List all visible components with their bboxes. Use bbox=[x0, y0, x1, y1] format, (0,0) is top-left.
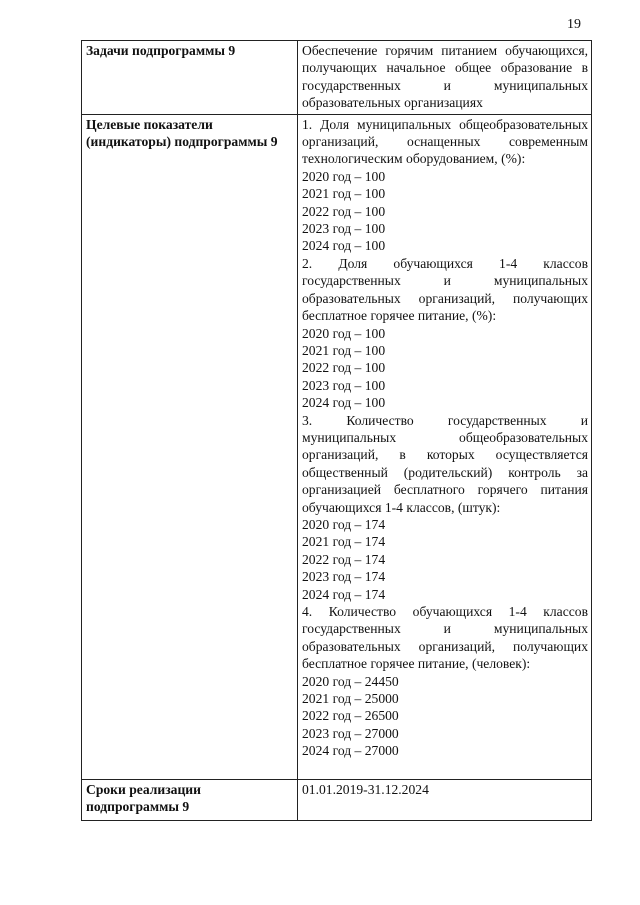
indicator-year-value: 2024 год – 100 bbox=[302, 238, 386, 254]
indicator-year-value: 2020 год – 174 bbox=[302, 516, 386, 532]
indicator-year-value: 2024 год – 100 bbox=[302, 395, 386, 411]
row-label-timeframe: Сроки реализации подпрограммы 9 bbox=[82, 779, 298, 820]
indicator-title: 1. Доля муниципальных общеобразовательных организаций, оснащенных современным технологическим оборудованием, (%): bbox=[302, 116, 588, 167]
indicator-year-value: 2023 год – 174 bbox=[302, 569, 386, 585]
cell-bottom-spacer bbox=[302, 760, 588, 777]
row-label-tasks: Задачи подпрограммы 9 bbox=[82, 41, 298, 115]
page-number: 19 bbox=[567, 17, 581, 32]
indicator-title: 3. Количество государственных и муниципальных общеобразовательных организаций, в которых осуществляется общественный (родительский) контроль за организацией бесплатного горячего питания обучающихся 1-4 классов, (штук): bbox=[302, 412, 588, 515]
row-value-indicators bbox=[298, 114, 592, 779]
indicator-2 bbox=[302, 255, 588, 412]
table-row bbox=[82, 779, 592, 820]
row-value-timeframe: 01.01.2019-31.12.2024 bbox=[298, 779, 592, 820]
indicator-title: 2. Доля обучающихся 1-4 классов государственных и муниципальных образовательных организаций, получающих бесплатное горячее питание, (%): bbox=[302, 255, 588, 324]
indicator-year-value: 2023 год – 27000 bbox=[302, 725, 399, 741]
indicator-year-value: 2020 год – 100 bbox=[302, 325, 386, 341]
table-row bbox=[82, 41, 592, 115]
indicator-year-value: 2021 год – 100 bbox=[302, 186, 386, 202]
indicator-1 bbox=[302, 116, 588, 255]
indicator-year-value: 2022 год – 174 bbox=[302, 551, 386, 567]
indicator-year-value: 2024 год – 27000 bbox=[302, 743, 399, 759]
indicator-year-value: 2022 год – 100 bbox=[302, 360, 386, 376]
indicator-year-value: 2023 год – 100 bbox=[302, 377, 386, 393]
indicator-year-value: 2020 год – 24450 bbox=[302, 673, 399, 689]
indicator-3 bbox=[302, 412, 588, 603]
indicator-year-value: 2020 год – 100 bbox=[302, 168, 386, 184]
subprogram-passport-table bbox=[81, 40, 592, 821]
indicator-year-value: 2024 год – 174 bbox=[302, 586, 386, 602]
indicator-year-value: 2022 год – 26500 bbox=[302, 708, 399, 724]
indicator-year-value: 2023 год – 100 bbox=[302, 221, 386, 237]
indicator-year-value: 2022 год – 100 bbox=[302, 203, 386, 219]
row-value-tasks: Обеспечение горячим питанием обучающихся, получающих начальное общее образование в государственных и муниципальных образовательных организациях bbox=[298, 41, 592, 115]
indicator-year-value: 2021 год – 100 bbox=[302, 342, 386, 358]
indicator-year-value: 2021 год – 25000 bbox=[302, 691, 399, 707]
indicator-year-value: 2021 год – 174 bbox=[302, 534, 386, 550]
table-row bbox=[82, 114, 592, 779]
indicator-title: 4. Количество обучающихся 1-4 классов государственных и муниципальных образовательных организаций, получающих бесплатное горячее питание, (человек): bbox=[302, 604, 588, 672]
indicator-4 bbox=[302, 603, 588, 760]
row-label-indicators: Целевые показатели (индикаторы) подпрограммы 9 bbox=[82, 114, 298, 779]
